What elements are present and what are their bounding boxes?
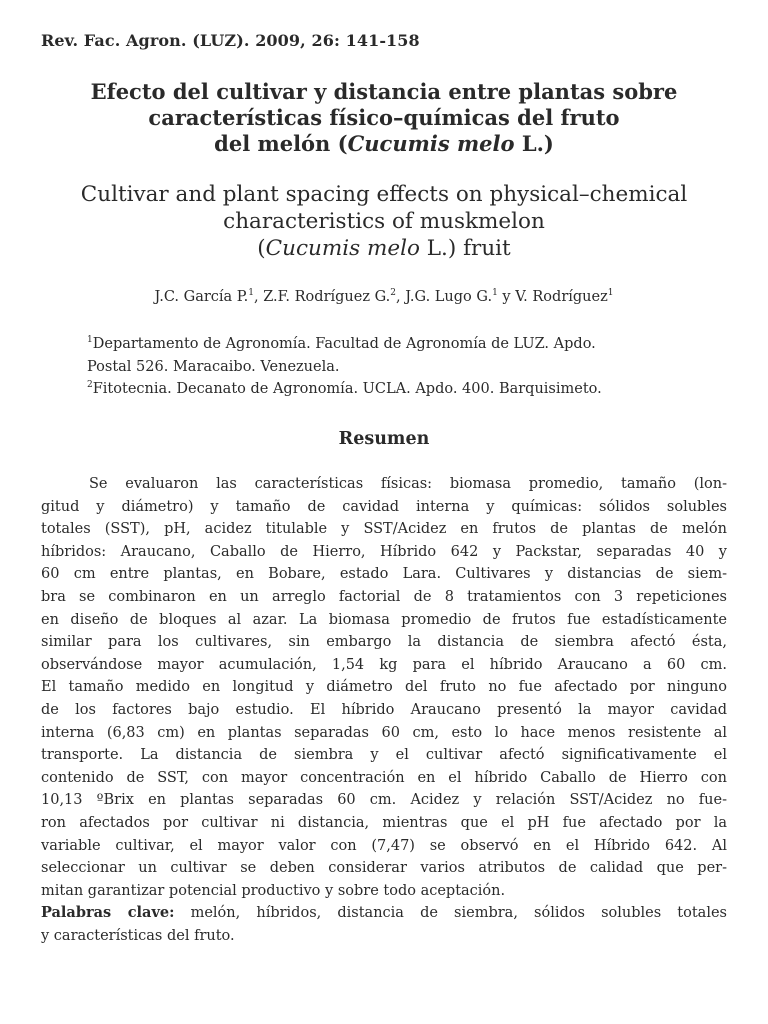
abstract-line: El tamaño medido en longitud y diámetro del fruto no fue afectado por ninguno (41, 679, 727, 696)
abstract-body (41, 473, 727, 947)
affiliations (87, 333, 727, 401)
title-en-line-1: Cultivar and plant spacing effects on physical–chemical (80, 182, 688, 207)
author-list (0, 289, 768, 305)
affiliation-1-text: Departamento de Agronomía. Facultad de Agronomía de LUZ. Apdo. (92, 336, 596, 352)
author-affiliation-mark: 1 (607, 288, 614, 299)
title-spanish (0, 79, 768, 157)
author-name: Z.F. Rodríguez G. (263, 289, 391, 305)
title-es-line-1: Efecto del cultivar y distancia entre plantas sobre (90, 79, 678, 104)
title-es-line-2: características físico–químicas del fruto (148, 105, 620, 130)
author-name: J.C. García P. (154, 289, 249, 305)
title-es-line-3-prefix: del melón ( (214, 131, 348, 156)
abstract-line: observándose mayor acumulación, 1,54 kg para el híbrido Araucano a 60 cm. (41, 656, 727, 673)
affiliation-1-line-1 (87, 333, 727, 356)
abstract-line: transporte. La distancia de siembra y el cultivar afectó significativamente el (41, 747, 727, 764)
journal-reference: Rev. Fac. Agron. (LUZ). 2009, 26: 141-158 (41, 31, 420, 50)
affiliation-2-text: Fitotecnia. Decanato de Agronomía. UCLA. Apdo. 400. Barquisimeto. (92, 381, 602, 397)
title-en-line-3-prefix: ( (257, 236, 266, 261)
author-name: J.G. Lugo G. (405, 289, 493, 305)
abstract-line: seleccionar un cultivar se deben considerar varios atributos de calidad que per- (41, 860, 727, 877)
affiliation-1-line-2: Postal 526. Maracaibo. Venezuela. (87, 358, 340, 375)
author-name: V. Rodríguez (515, 289, 608, 305)
author-affiliation-mark: 2 (390, 288, 396, 299)
affiliation-1-mark: 1 (87, 335, 93, 346)
title-es-line-3-suffix: L.) (514, 131, 554, 156)
abstract-line: híbridos: Araucano, Caballo de Hierro, Híbrido 642 y Packstar, separadas 40 y (41, 543, 727, 560)
abstract-line: interna (6,83 cm) en plantas separadas 60 cm, esto lo hace menos resistente al (41, 724, 727, 741)
abstract-line: mitan garantizar potencial productivo y sobre todo aceptación. (41, 882, 506, 899)
author-affiliation-mark: 1 (248, 288, 254, 299)
title-es-species: Cucumis melo (347, 131, 515, 156)
affiliation-2-line-1 (87, 378, 727, 401)
abstract-line: variable cultivar, el mayor valor con (7,47) se observó en el Híbrido 642. Al (41, 837, 727, 854)
abstract-heading: Resumen (338, 429, 430, 449)
author-affiliation-mark: 1 (492, 288, 498, 299)
keywords-line-2: y características del fruto. (41, 927, 235, 944)
abstract-line: 60 cm entre plantas, en Bobare, estado Lara. Cultivares y distancias de siem- (41, 566, 727, 583)
title-english (0, 181, 768, 262)
author-separator: y (497, 289, 516, 305)
keywords-label: Palabras clave: (41, 904, 175, 922)
abstract-line: contenido de SST, con mayor concentración en el híbrido Caballo de Hierro con (41, 769, 727, 786)
abstract-line: en diseño de bloques al azar. La biomasa promedio de frutos fue estadísticamente (41, 611, 727, 628)
abstract-line: 10,13 ºBrix en plantas separadas 60 cm. Acidez y relación SST/Acidez no fue- (41, 792, 727, 809)
affiliation-2-mark: 2 (87, 380, 93, 391)
title-en-line-3-suffix: L.) fruit (419, 236, 511, 261)
title-en-species: Cucumis melo (265, 236, 420, 261)
abstract-line: similar para los cultivares, sin embargo la distancia de siembra afectó ésta, (41, 634, 727, 651)
abstract-line: gitud y diámetro) y tamaño de cavidad interna y químicas: sólidos solubles (41, 498, 727, 515)
abstract-line: bra se combinaron en un arreglo factorial de 8 tratamientos con 3 repeticiones (41, 588, 727, 605)
abstract-line: ron afectados por cultivar ni distancia, mientras que el pH fue afectado por la (41, 814, 727, 831)
abstract-line: de los factores bajo estudio. El híbrido Araucano presentó la mayor cavidad (41, 701, 727, 718)
author-separator: , (253, 289, 264, 305)
title-es-line-3 (0, 131, 768, 157)
abstract-line: totales (SST), pH, acidez titulable y SST/Acidez en frutos de plantas de melón (41, 521, 727, 538)
abstract-line: Se evaluaron las características físicas: biomasa promedio, tamaño (lon- (89, 476, 727, 492)
title-en-line-3 (0, 235, 768, 262)
keywords-line-1 (41, 902, 727, 925)
title-en-line-2: characteristics of muskmelon (223, 209, 545, 234)
author-separator: , (396, 289, 406, 305)
keywords-text: melón, híbridos, distancia de siembra, sólidos solubles totales (174, 905, 727, 922)
